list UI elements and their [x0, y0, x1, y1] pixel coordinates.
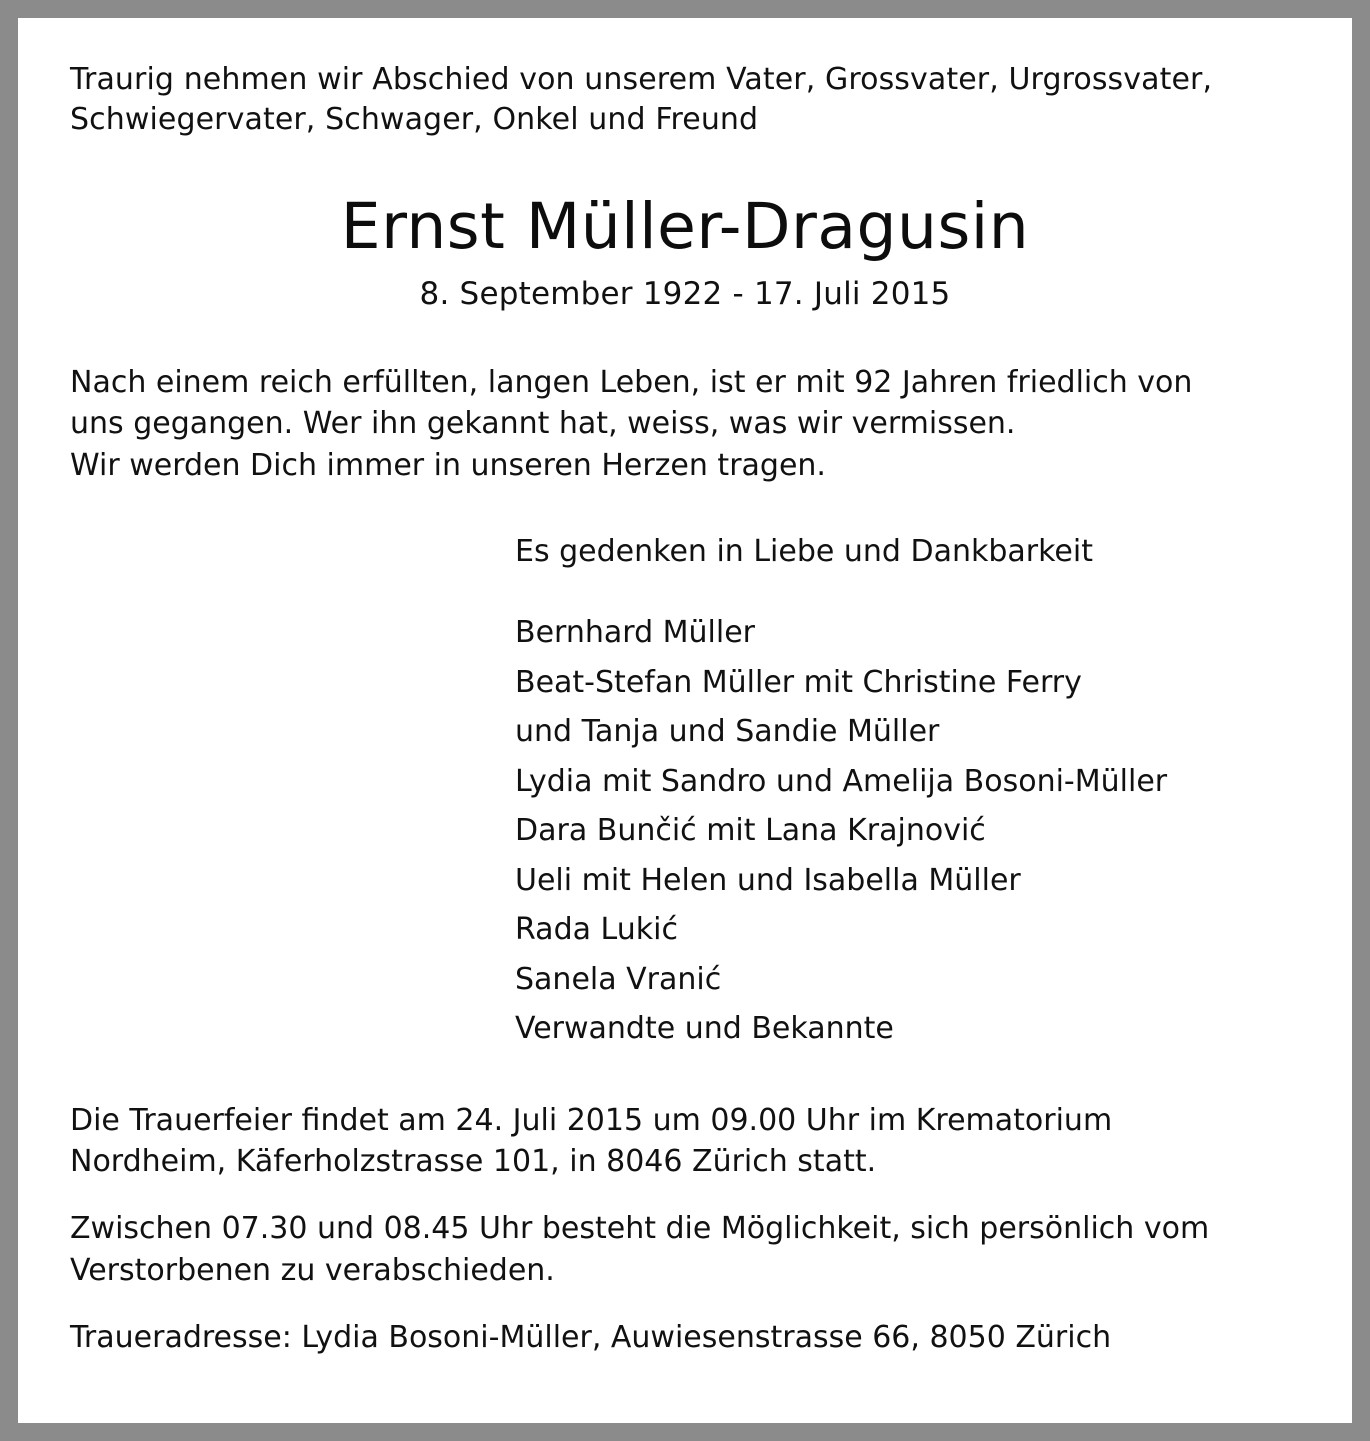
details-section [70, 1100, 1300, 1359]
intro-line-1: Traurig nehmen wir Abschied von unserem Vater, Grossvater, Urgrossvater, [70, 62, 1213, 97]
mourner-name: Verwandte und Bekannte [515, 1011, 894, 1047]
mourner-name: Lydia mit Sandro und Amelija Bosoni-Müller [515, 763, 1168, 799]
intro-paragraph [70, 60, 1300, 140]
viewing-paragraph [70, 1208, 1300, 1291]
eulogy-line-2: uns gegangen. Wer ihn gekannt hat, weiss, was wir vermissen. [70, 406, 1016, 442]
mourner-name: Bernhard Müller [515, 615, 755, 651]
viewing-line-2: Verstorbenen zu verabschieden. [70, 1252, 555, 1288]
mourners-heading: Es gedenken in Liebe und Dankbarkeit [515, 534, 1093, 570]
deceased-dates: 8. September 1922 - 17. Juli 2015 [419, 275, 951, 312]
mourning-address: Traueradresse: Lydia Bosoni-Müller, Auwiesenstrasse 66, 8050 Zürich [70, 1320, 1112, 1356]
obituary-card [18, 18, 1352, 1423]
intro-line-2: Schwiegervater, Schwager, Onkel und Freund [70, 101, 759, 137]
ceremony-paragraph [70, 1100, 1300, 1183]
mourner-name: Dara Bunčić mit Lana Krajnović [515, 813, 986, 849]
mourner-name: und Tanja und Sandie Müller [515, 714, 940, 750]
deceased-name-block [70, 189, 1300, 312]
deceased-name: Ernst Müller-Dragusin [340, 189, 1030, 263]
mourner-name: Sanela Vranić [515, 961, 722, 997]
mourner-name: Rada Lukić [515, 912, 678, 948]
mourner-name: Beat-Stefan Müller mit Christine Ferry [515, 664, 1082, 700]
mourning-address-paragraph [70, 1317, 1300, 1358]
eulogy-paragraph [70, 362, 1300, 486]
ceremony-line-2: Nordheim, Käferholzstrasse 101, in 8046 Zürich statt. [70, 1143, 877, 1179]
mourners-section [515, 534, 1300, 1054]
eulogy-line-3: Wir werden Dich immer in unseren Herzen tragen. [70, 447, 826, 483]
ceremony-line-1: Die Trauerfeier findet am 24. Juli 2015 um 09.00 Uhr im Krematorium [70, 1102, 1113, 1138]
viewing-line-1: Zwischen 07.30 und 08.45 Uhr besteht die Möglichkeit, sich persönlich vom [70, 1211, 1210, 1247]
eulogy-line-1: Nach einem reich erfüllten, langen Leben, ist er mit 92 Jahren friedlich von [70, 364, 1193, 400]
mourner-name: Ueli mit Helen und Isabella Müller [515, 862, 1021, 898]
